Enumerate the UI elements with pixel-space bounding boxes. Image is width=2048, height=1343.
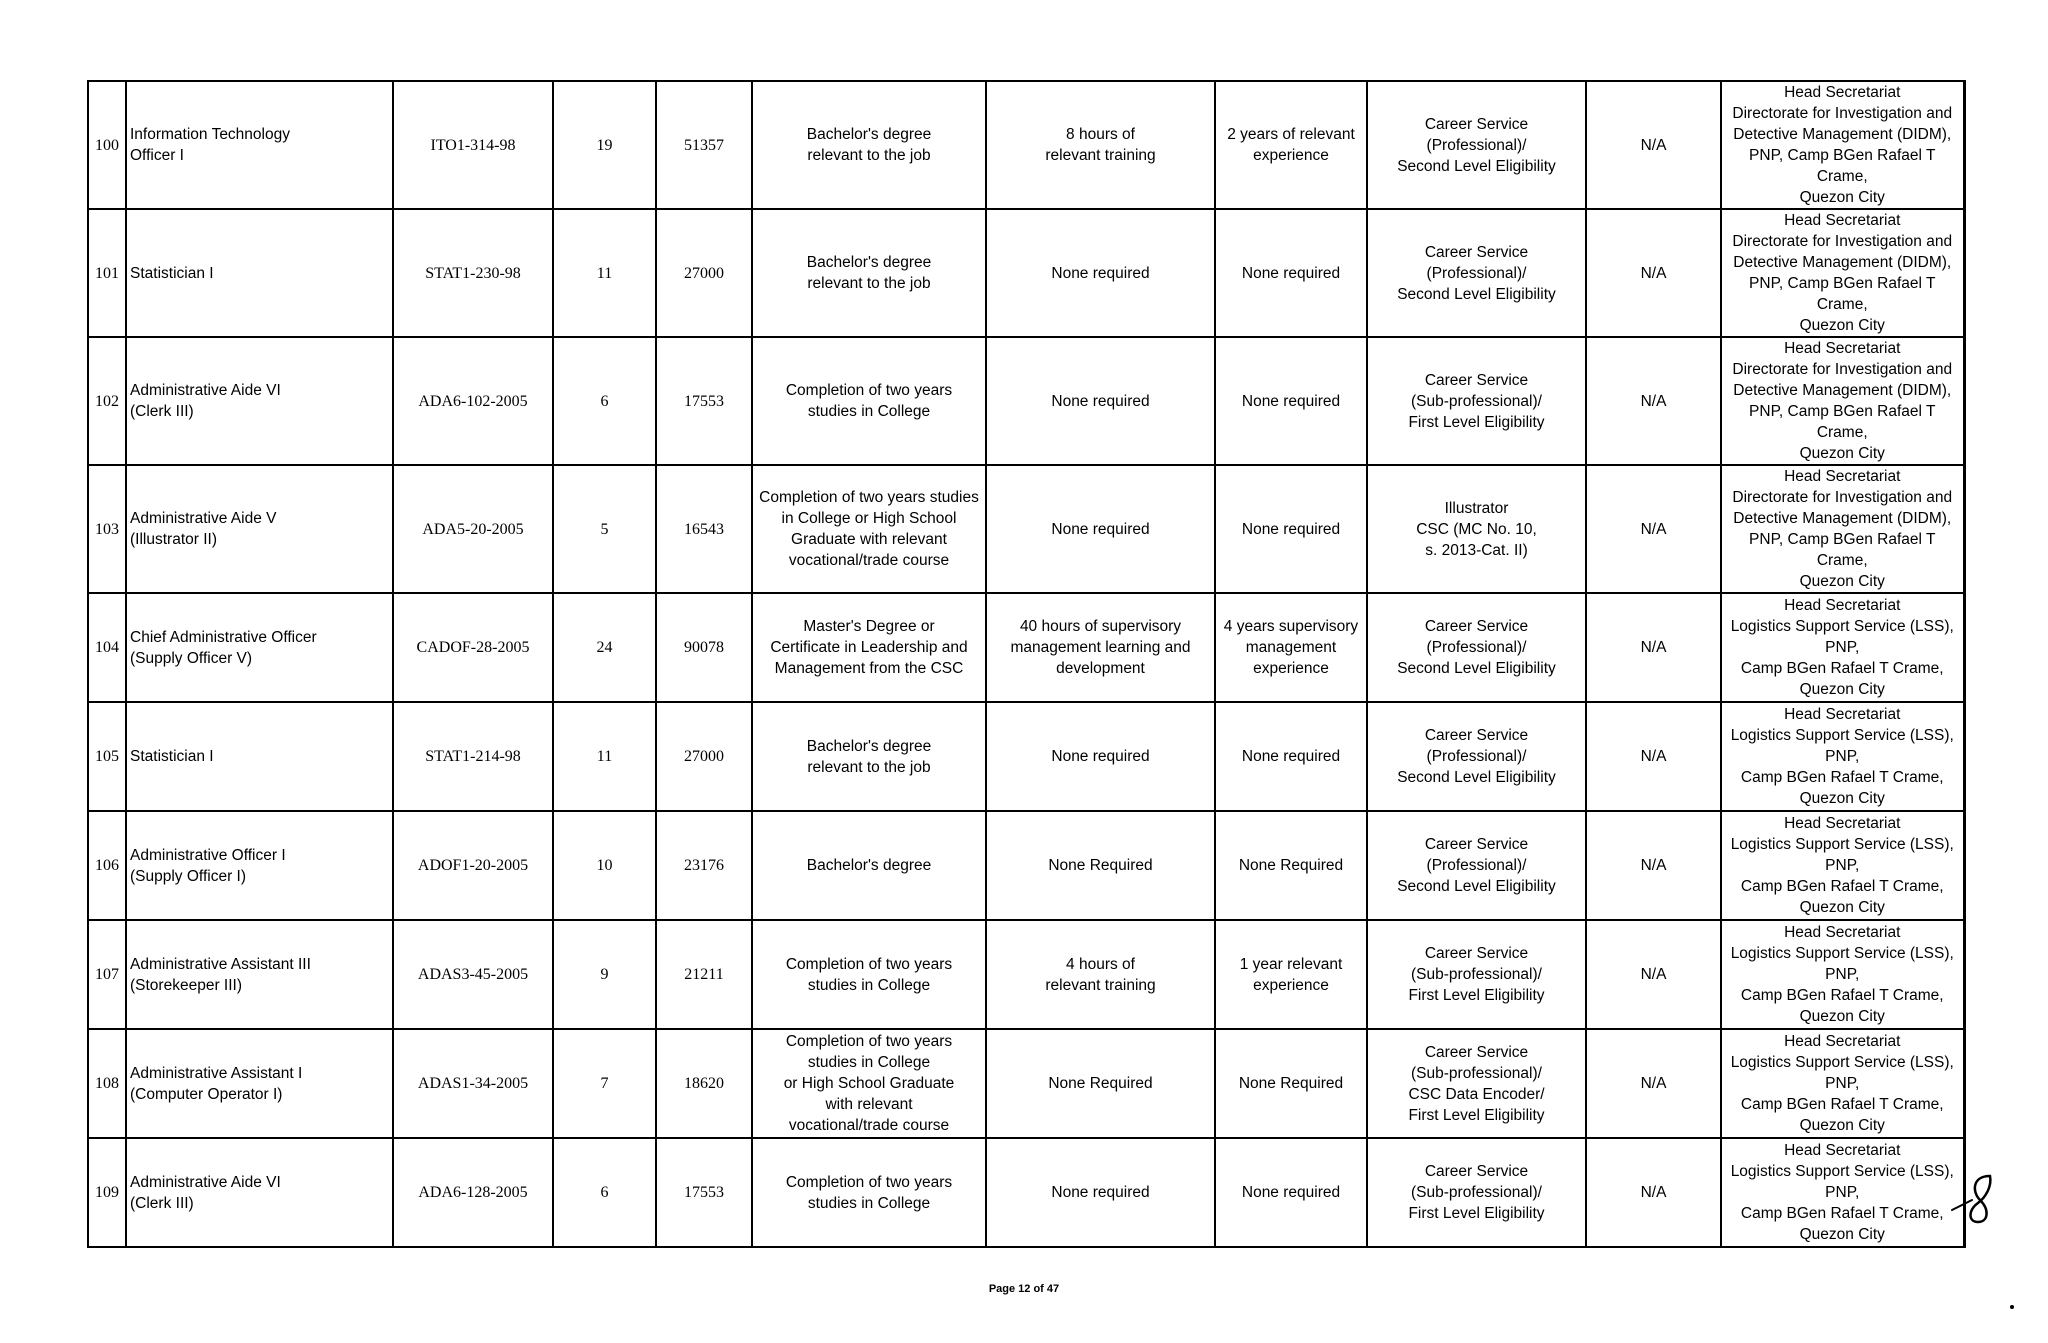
experience-cell: None required <box>1215 702 1367 811</box>
training-cell: 4 hours of relevant training <box>986 920 1215 1029</box>
education-cell: Bachelor's degree relevant to the job <box>752 209 986 337</box>
position-title-cell: Information Technology Officer I <box>126 81 393 209</box>
position-title-cell: Administrative Assistant III (Storekeeper III) <box>126 920 393 1029</box>
training-cell: None Required <box>986 811 1215 920</box>
position-title-cell: Administrative Aide VI (Clerk III) <box>126 1138 393 1247</box>
monthly-salary-cell: 51357 <box>656 81 752 209</box>
salary-grade-cell: 6 <box>553 1138 656 1247</box>
salary-grade-cell: 11 <box>553 702 656 811</box>
place-of-assignment-cell: Head Secretariat Logistics Support Service (LSS), PNP, Camp BGen Rafael T Crame, Quezon City <box>1721 593 1964 702</box>
salary-grade-cell: 11 <box>553 209 656 337</box>
training-cell: None required <box>986 337 1215 465</box>
plantilla-item-cell: CADOF-28-2005 <box>393 593 553 702</box>
monthly-salary-cell: 17553 <box>656 337 752 465</box>
table-row <box>88 702 1964 811</box>
row-number-cell: 103 <box>88 465 126 593</box>
table-row <box>88 1138 1964 1247</box>
monthly-salary-cell: 23176 <box>656 811 752 920</box>
training-cell: 8 hours of relevant training <box>986 81 1215 209</box>
table-row <box>88 593 1964 702</box>
experience-cell: 1 year relevant experience <box>1215 920 1367 1029</box>
place-of-assignment-cell: Head Secretariat Directorate for Investigation and Detective Management (DIDM), PNP, Camp BGen Rafael T Crame, Quezon City <box>1721 465 1964 593</box>
plantilla-item-cell: STAT1-214-98 <box>393 702 553 811</box>
place-of-assignment-cell: Head Secretariat Logistics Support Service (LSS), PNP, Camp BGen Rafael T Crame, Quezon City <box>1721 920 1964 1029</box>
plantilla-item-cell: ADA5-20-2005 <box>393 465 553 593</box>
competency-cell: N/A <box>1586 811 1721 920</box>
table-row <box>88 209 1964 337</box>
salary-grade-cell: 6 <box>553 337 656 465</box>
education-cell: Completion of two years studies in College <box>752 920 986 1029</box>
row-number-cell: 102 <box>88 337 126 465</box>
plantilla-item-cell: ADOF1-20-2005 <box>393 811 553 920</box>
row-number-cell: 101 <box>88 209 126 337</box>
eligibility-cell: Career Service (Professional)/ Second Level Eligibility <box>1367 81 1586 209</box>
competency-cell: N/A <box>1586 1029 1721 1138</box>
eligibility-cell: Career Service (Professional)/ Second Level Eligibility <box>1367 593 1586 702</box>
row-number-cell: 105 <box>88 702 126 811</box>
place-of-assignment-cell: Head Secretariat Directorate for Investigation and Detective Management (DIDM), PNP, Camp BGen Rafael T Crame, Quezon City <box>1721 337 1964 465</box>
stray-dot <box>2010 1305 2014 1309</box>
position-title-cell: Statistician I <box>126 209 393 337</box>
row-number-cell: 109 <box>88 1138 126 1247</box>
training-cell: 40 hours of supervisory management learning and development <box>986 593 1215 702</box>
page-number: Page 12 of 47 <box>988 1283 1060 1295</box>
eligibility-cell: Career Service (Sub-professional)/ First Level Eligibility <box>1367 1138 1586 1247</box>
salary-grade-cell: 24 <box>553 593 656 702</box>
position-title-cell: Chief Administrative Officer (Supply Officer V) <box>126 593 393 702</box>
table-row <box>88 81 1964 209</box>
row-number-cell: 108 <box>88 1029 126 1138</box>
monthly-salary-cell: 17553 <box>656 1138 752 1247</box>
place-of-assignment-cell: Head Secretariat Logistics Support Service (LSS), PNP, Camp BGen Rafael T Crame, Quezon City <box>1721 1138 1964 1247</box>
monthly-salary-cell: 27000 <box>656 702 752 811</box>
plantilla-item-cell: ADAS1-34-2005 <box>393 1029 553 1138</box>
table-row <box>88 337 1964 465</box>
plantilla-item-cell: ADAS3-45-2005 <box>393 920 553 1029</box>
eligibility-cell: Illustrator CSC (MC No. 10, s. 2013-Cat. II) <box>1367 465 1586 593</box>
place-of-assignment-cell: Head Secretariat Logistics Support Service (LSS), PNP, Camp BGen Rafael T Crame, Quezon City <box>1721 811 1964 920</box>
eligibility-cell: Career Service (Professional)/ Second Level Eligibility <box>1367 209 1586 337</box>
training-cell: None required <box>986 702 1215 811</box>
monthly-salary-cell: 90078 <box>656 593 752 702</box>
plantilla-item-cell: ADA6-102-2005 <box>393 337 553 465</box>
monthly-salary-cell: 21211 <box>656 920 752 1029</box>
position-title-cell: Administrative Officer I (Supply Officer I) <box>126 811 393 920</box>
competency-cell: N/A <box>1586 1138 1721 1247</box>
row-number-cell: 106 <box>88 811 126 920</box>
education-cell: Completion of two years studies in College <box>752 337 986 465</box>
monthly-salary-cell: 27000 <box>656 209 752 337</box>
place-of-assignment-cell: Head Secretariat Logistics Support Service (LSS), PNP, Camp BGen Rafael T Crame, Quezon City <box>1721 1029 1964 1138</box>
education-cell: Bachelor's degree relevant to the job <box>752 702 986 811</box>
competency-cell: N/A <box>1586 337 1721 465</box>
row-number-cell: 107 <box>88 920 126 1029</box>
monthly-salary-cell: 18620 <box>656 1029 752 1138</box>
eligibility-cell: Career Service (Sub-professional)/ First Level Eligibility <box>1367 920 1586 1029</box>
experience-cell: None required <box>1215 337 1367 465</box>
competency-cell: N/A <box>1586 593 1721 702</box>
table-row <box>88 920 1964 1029</box>
place-of-assignment-cell: Head Secretariat Directorate for Investigation and Detective Management (DIDM), PNP, Camp BGen Rafael T Crame, Quezon City <box>1721 81 1964 209</box>
education-cell: Bachelor's degree <box>752 811 986 920</box>
table-row <box>88 811 1964 920</box>
competency-cell: N/A <box>1586 702 1721 811</box>
handwritten-mark-icon <box>1950 1170 2010 1230</box>
salary-grade-cell: 7 <box>553 1029 656 1138</box>
education-cell: Completion of two years studies in College or High School Graduate with relevant vocational/trade course <box>752 465 986 593</box>
eligibility-cell: Career Service (Professional)/ Second Level Eligibility <box>1367 811 1586 920</box>
competency-cell: N/A <box>1586 465 1721 593</box>
plantilla-item-cell: STAT1-230-98 <box>393 209 553 337</box>
education-cell: Completion of two years studies in College <box>752 1138 986 1247</box>
salary-grade-cell: 9 <box>553 920 656 1029</box>
competency-cell: N/A <box>1586 920 1721 1029</box>
education-cell: Completion of two years studies in College or High School Graduate with relevant vocational/trade course <box>752 1029 986 1138</box>
salary-grade-cell: 19 <box>553 81 656 209</box>
education-cell: Master's Degree or Certificate in Leadership and Management from the CSC <box>752 593 986 702</box>
training-cell: None required <box>986 209 1215 337</box>
place-of-assignment-cell: Head Secretariat Directorate for Investigation and Detective Management (DIDM), PNP, Camp BGen Rafael T Crame, Quezon City <box>1721 209 1964 337</box>
salary-grade-cell: 5 <box>553 465 656 593</box>
training-cell: None Required <box>986 1029 1215 1138</box>
eligibility-cell: Career Service (Professional)/ Second Level Eligibility <box>1367 702 1586 811</box>
position-title-cell: Administrative Aide V (Illustrator II) <box>126 465 393 593</box>
plantilla-item-cell: ADA6-128-2005 <box>393 1138 553 1247</box>
competency-cell: N/A <box>1586 209 1721 337</box>
experience-cell: 2 years of relevant experience <box>1215 81 1367 209</box>
experience-cell: None Required <box>1215 1029 1367 1138</box>
eligibility-cell: Career Service (Sub-professional)/ CSC Data Encoder/ First Level Eligibility <box>1367 1029 1586 1138</box>
eligibility-cell: Career Service (Sub-professional)/ First Level Eligibility <box>1367 337 1586 465</box>
row-number-cell: 104 <box>88 593 126 702</box>
position-title-cell: Administrative Aide VI (Clerk III) <box>126 337 393 465</box>
position-title-cell: Administrative Assistant I (Computer Operator I) <box>126 1029 393 1138</box>
table-row <box>88 465 1964 593</box>
experience-cell: None required <box>1215 1138 1367 1247</box>
competency-cell: N/A <box>1586 81 1721 209</box>
position-title-cell: Statistician I <box>126 702 393 811</box>
monthly-salary-cell: 16543 <box>656 465 752 593</box>
table-row <box>88 1029 1964 1138</box>
experience-cell: 4 years supervisory management experience <box>1215 593 1367 702</box>
salary-grade-cell: 10 <box>553 811 656 920</box>
place-of-assignment-cell: Head Secretariat Logistics Support Service (LSS), PNP, Camp BGen Rafael T Crame, Quezon City <box>1721 702 1964 811</box>
plantilla-item-cell: ITO1-314-98 <box>393 81 553 209</box>
experience-cell: None required <box>1215 465 1367 593</box>
vacancy-table <box>87 80 1966 1248</box>
row-number-cell: 100 <box>88 81 126 209</box>
education-cell: Bachelor's degree relevant to the job <box>752 81 986 209</box>
experience-cell: None required <box>1215 209 1367 337</box>
experience-cell: None Required <box>1215 811 1367 920</box>
training-cell: None required <box>986 1138 1215 1247</box>
training-cell: None required <box>986 465 1215 593</box>
